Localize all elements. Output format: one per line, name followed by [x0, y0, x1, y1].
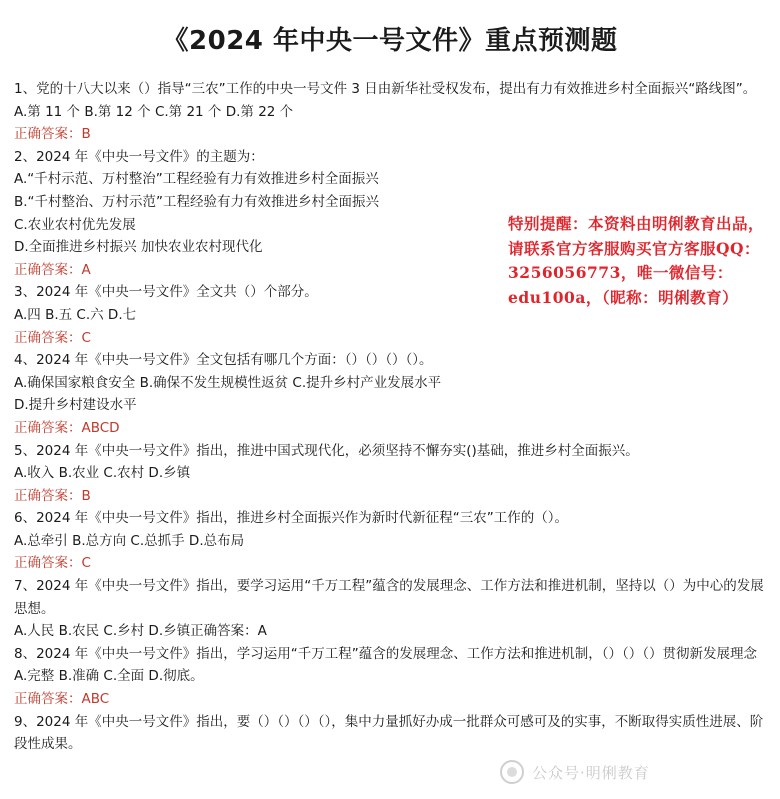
question-list — [14, 78, 774, 756]
question-line: 8、2024 年《中央一号文件》指出，学习运用“千万工程”蕴含的发展理念、工作方法和推进机制，（）（）（）贯彻新发展理念 — [14, 645, 757, 662]
answer-line: 正确答案：ABCD — [14, 419, 120, 436]
question-line: 9、2024 年《中央一号文件》指出，要（）（）（）（），集中力量抓好办成一批群众可感可及的实事，不断取得实质性进展、阶段性成果。 — [14, 713, 764, 753]
options-line: A.确保国家粮食安全 B.确保不发生规模性返贫 C.提升乡村产业发展水平 — [14, 374, 442, 391]
answer-line: 正确答案：C — [14, 329, 91, 346]
wechat-logo-icon — [500, 760, 524, 784]
options-line: C.农业农村优先发展 — [14, 216, 136, 233]
watermark — [500, 760, 650, 784]
options-line: B.“千村整治、万村示范”工程经验有力有效推进乡村全面振兴 — [14, 193, 380, 210]
question-line: 7、2024 年《中央一号文件》指出，要学习运用“千万工程”蕴含的发展理念、工作方法和推进机制，坚持以（）为中心的发展思想。 — [14, 578, 764, 617]
answer-line: 正确答案：ABC — [14, 691, 110, 708]
options-line: A.四 B.五 C.六 D.七 — [14, 306, 137, 323]
options-line: D.全面推进乡村振兴 加快农业农村现代化 — [14, 239, 263, 256]
question-line: 3、2024 年《中央一号文件》全文共（）个部分。 — [14, 284, 318, 301]
question-line: 1、党的十八大以来（）指导“三农”工作的中央一号文件 3 日由新华社受权发布，提出有力有效推进乡村全面振兴“路线图”。 — [14, 81, 757, 97]
options-line: A.完整 B.准确 C.全面 D.彻底。 — [14, 668, 204, 685]
answer-line: 正确答案：B — [14, 126, 91, 143]
watermark-text: 公众号·明俐教育 — [532, 763, 650, 782]
question-line: 4、2024 年《中央一号文件》全文包括有哪几个方面：（）（）（）（）。 — [14, 352, 433, 369]
question-line: 6、2024 年《中央一号文件》指出，推进乡村全面振兴作为新时代新征程“三农”工作的（）。 — [14, 510, 568, 527]
question-line: 2、2024 年《中央一号文件》的主题为： — [14, 148, 264, 165]
promo-notice: 特别提醒：本资料由明俐教育出品，请联系官方客服购买官方客服QQ：3256056773，唯一微信号：edu100a，（昵称：明俐教育） — [508, 214, 765, 307]
answer-line: 正确答案：C — [14, 555, 91, 572]
options-line: A.总牵引 B.总方向 C.总抓手 D.总布局 — [14, 532, 245, 549]
options-line: D.提升乡村建设水平 — [14, 397, 137, 414]
options-line: A.“千村示范、万村整治”工程经验有力有效推进乡村全面振兴 — [14, 171, 379, 188]
document-title: 《2024 年中央一号文件》重点预测题 — [162, 26, 618, 56]
answer-line: 正确答案：B — [14, 487, 91, 504]
options-line: A.第 11 个 B.第 12 个 C.第 21 个 D.第 22 个 — [14, 103, 294, 120]
question-line: 5、2024 年《中央一号文件》指出，推进中国式现代化，必须坚持不懈夯实()基础，推进乡村全面振兴。 — [14, 442, 639, 459]
options-line: A.收入 B.农业 C.农村 D.乡镇 — [14, 465, 191, 482]
answer-line: 正确答案：A — [14, 261, 91, 278]
options-line: A.人民 B.农民 C.乡村 D.乡镇正确答案：A — [14, 623, 267, 640]
